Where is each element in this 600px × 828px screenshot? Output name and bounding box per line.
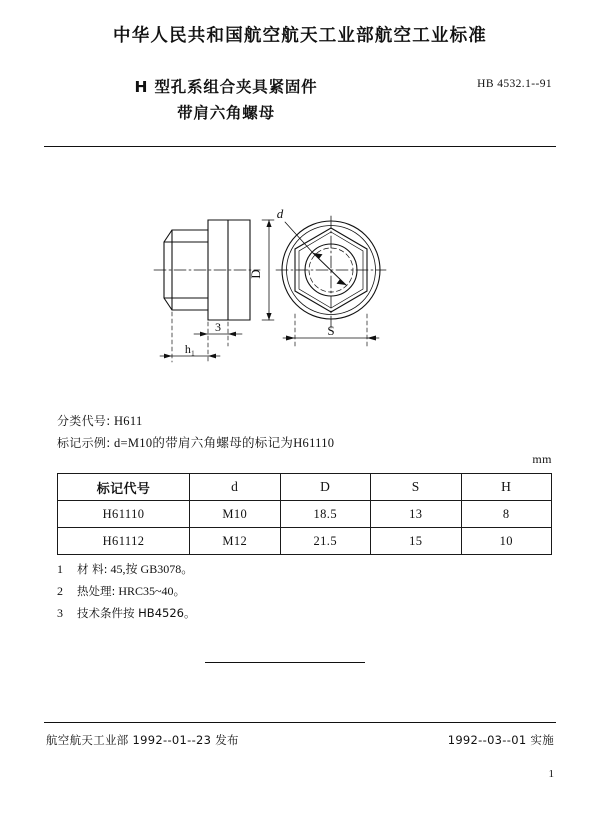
label-shoulder-height: 3	[215, 320, 221, 334]
column-header-D: D	[280, 474, 371, 501]
S-arrow-right	[367, 336, 376, 341]
label-d: d	[276, 206, 284, 221]
title-line-1: H 型孔系组合夹具紧固件	[134, 78, 318, 96]
unit-label: mm	[532, 452, 552, 466]
cell-D: 18.5	[280, 501, 371, 528]
column-header-H: H	[461, 474, 552, 501]
note-index: 2	[57, 584, 63, 598]
nut-drawing-svg	[150, 196, 390, 376]
footer-divider	[44, 722, 556, 723]
marking-example-label: 标记示例:	[57, 436, 111, 450]
classification-info	[57, 410, 334, 454]
label-thread-length: h₁	[184, 342, 196, 356]
h1-arrow-right	[208, 354, 216, 359]
table-header-row	[58, 474, 552, 501]
title-line-2: 带肩六角螺母	[177, 104, 275, 122]
note-index: 1	[57, 562, 63, 576]
h1-arrow-left	[164, 354, 172, 359]
cell-d: M10	[190, 501, 281, 528]
cell-code: H61110	[58, 501, 190, 528]
title-block	[46, 74, 554, 132]
cell-D: 21.5	[280, 528, 371, 555]
cell-d: M12	[190, 528, 281, 555]
marking-example-row	[57, 432, 334, 454]
note-label: 热处理:	[77, 584, 116, 598]
three-arrow-left	[200, 332, 208, 337]
D-arrow-top	[266, 220, 271, 227]
specification-table	[57, 473, 552, 555]
D-arrow-bottom	[266, 313, 271, 320]
cell-S: 15	[371, 528, 462, 555]
note-label: 材 料:	[77, 562, 108, 576]
classification-code-value: H611	[113, 414, 143, 428]
section-divider	[205, 662, 365, 663]
column-header-d: d	[190, 474, 281, 501]
page-title: 中华人民共和国航空航天工业部航空工业标准	[113, 26, 487, 46]
list-item	[57, 580, 195, 602]
classification-code-row	[57, 410, 334, 432]
table-row	[58, 501, 552, 528]
cell-code: H61112	[58, 528, 190, 555]
standard-number: HB 4532.1--91	[477, 78, 552, 90]
table-row	[58, 528, 552, 555]
document-title	[46, 74, 406, 126]
label-D: D	[248, 269, 263, 279]
issue-statement: 航空航天工业部 1992--01--23 发布	[46, 733, 239, 747]
column-header-code: 标记代号	[58, 474, 190, 501]
cell-S: 13	[371, 501, 462, 528]
note-index: 3	[57, 606, 63, 620]
footer	[46, 732, 554, 752]
technical-drawing	[150, 196, 390, 376]
header-divider	[44, 146, 556, 147]
cell-H: 8	[461, 501, 552, 528]
column-header-S: S	[371, 474, 462, 501]
list-item	[57, 558, 195, 580]
notes-list	[57, 558, 195, 624]
cell-H: 10	[461, 528, 552, 555]
d-diameter-line	[313, 253, 346, 285]
list-item	[57, 602, 195, 624]
note-label: 技术条件按 HB4526。	[77, 606, 196, 620]
effective-statement: 1992--03--01 实施	[447, 733, 554, 747]
S-arrow-left	[286, 336, 295, 341]
classification-code-label: 分类代号:	[57, 414, 111, 428]
three-arrow-right	[228, 332, 236, 337]
note-value: 45,按 GB3078。	[110, 562, 194, 576]
label-S: S	[327, 323, 335, 338]
note-value: HRC35~40。	[118, 584, 186, 598]
marking-example-value: d=M10的带肩六角螺母的标记为H61110	[113, 436, 335, 450]
page-number: 1	[548, 768, 554, 780]
